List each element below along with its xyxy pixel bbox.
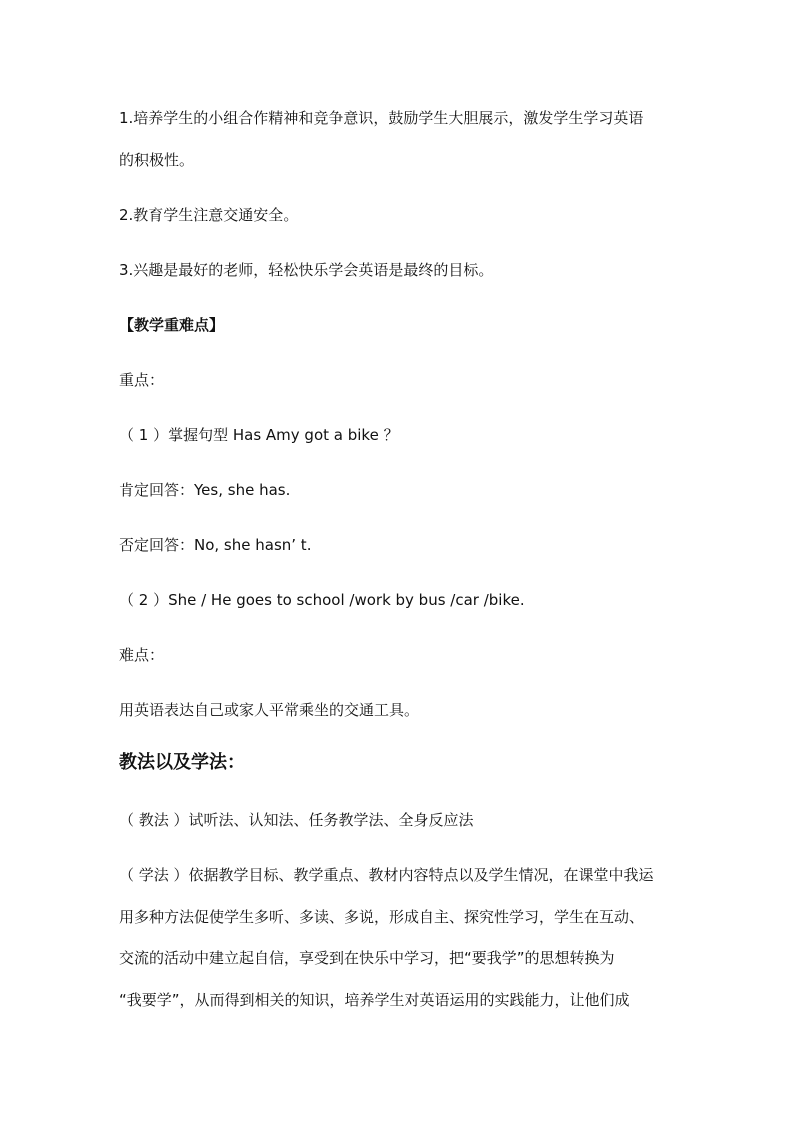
- negative-answer: 否定回答：No, she hasn’ t.: [119, 536, 312, 554]
- learning-method-line-1: （ 学法 ）依据教学目标、教学重点、教材内容特点以及学生情况，在课堂中我运: [119, 866, 654, 884]
- goal-2: 2.教育学生注意交通安全。: [119, 206, 299, 224]
- goal-1-line-1: 1.培养学生的小组合作精神和竞争意识，鼓励学生大胆展示，激发学生学习英语: [119, 109, 644, 127]
- difficulty-text: 用英语表达自己或家人平常乘坐的交通工具。: [119, 701, 420, 719]
- key-points-label: 重点：: [119, 371, 165, 389]
- learning-method-line-2: 用多种方法促使学生多听、多读、多说，形成自主、探究性学习，学生在互动、: [119, 908, 645, 926]
- goal-1-line-2: 的积极性。: [119, 151, 195, 169]
- key-point-1: （ 1 ）掌握句型 Has Amy got a bike ？: [119, 426, 399, 444]
- methods-heading: 教法以及学法：: [119, 752, 245, 773]
- key-point-2: （ 2 ）She / He goes to school /work by bus /car /bike.: [119, 591, 525, 609]
- key-difficult-heading: 【教学重难点】: [119, 316, 225, 334]
- learning-method-line-3: 交流的活动中建立起自信，享受到在快乐中学习，把“要我学”的思想转换为: [119, 949, 615, 967]
- goal-3: 3.兴趣是最好的老师，轻松快乐学会英语是最终的目标。: [119, 261, 494, 279]
- affirmative-answer: 肯定回答：Yes, she has.: [119, 481, 291, 499]
- learning-method-line-4: “我要学”，从而得到相关的知识，培养学生对英语运用的实践能力，让他们成: [119, 991, 630, 1009]
- teaching-method: （ 教法 ）试听法、认知法、任务教学法、全身反应法: [119, 811, 474, 829]
- difficulty-label: 难点：: [119, 646, 165, 664]
